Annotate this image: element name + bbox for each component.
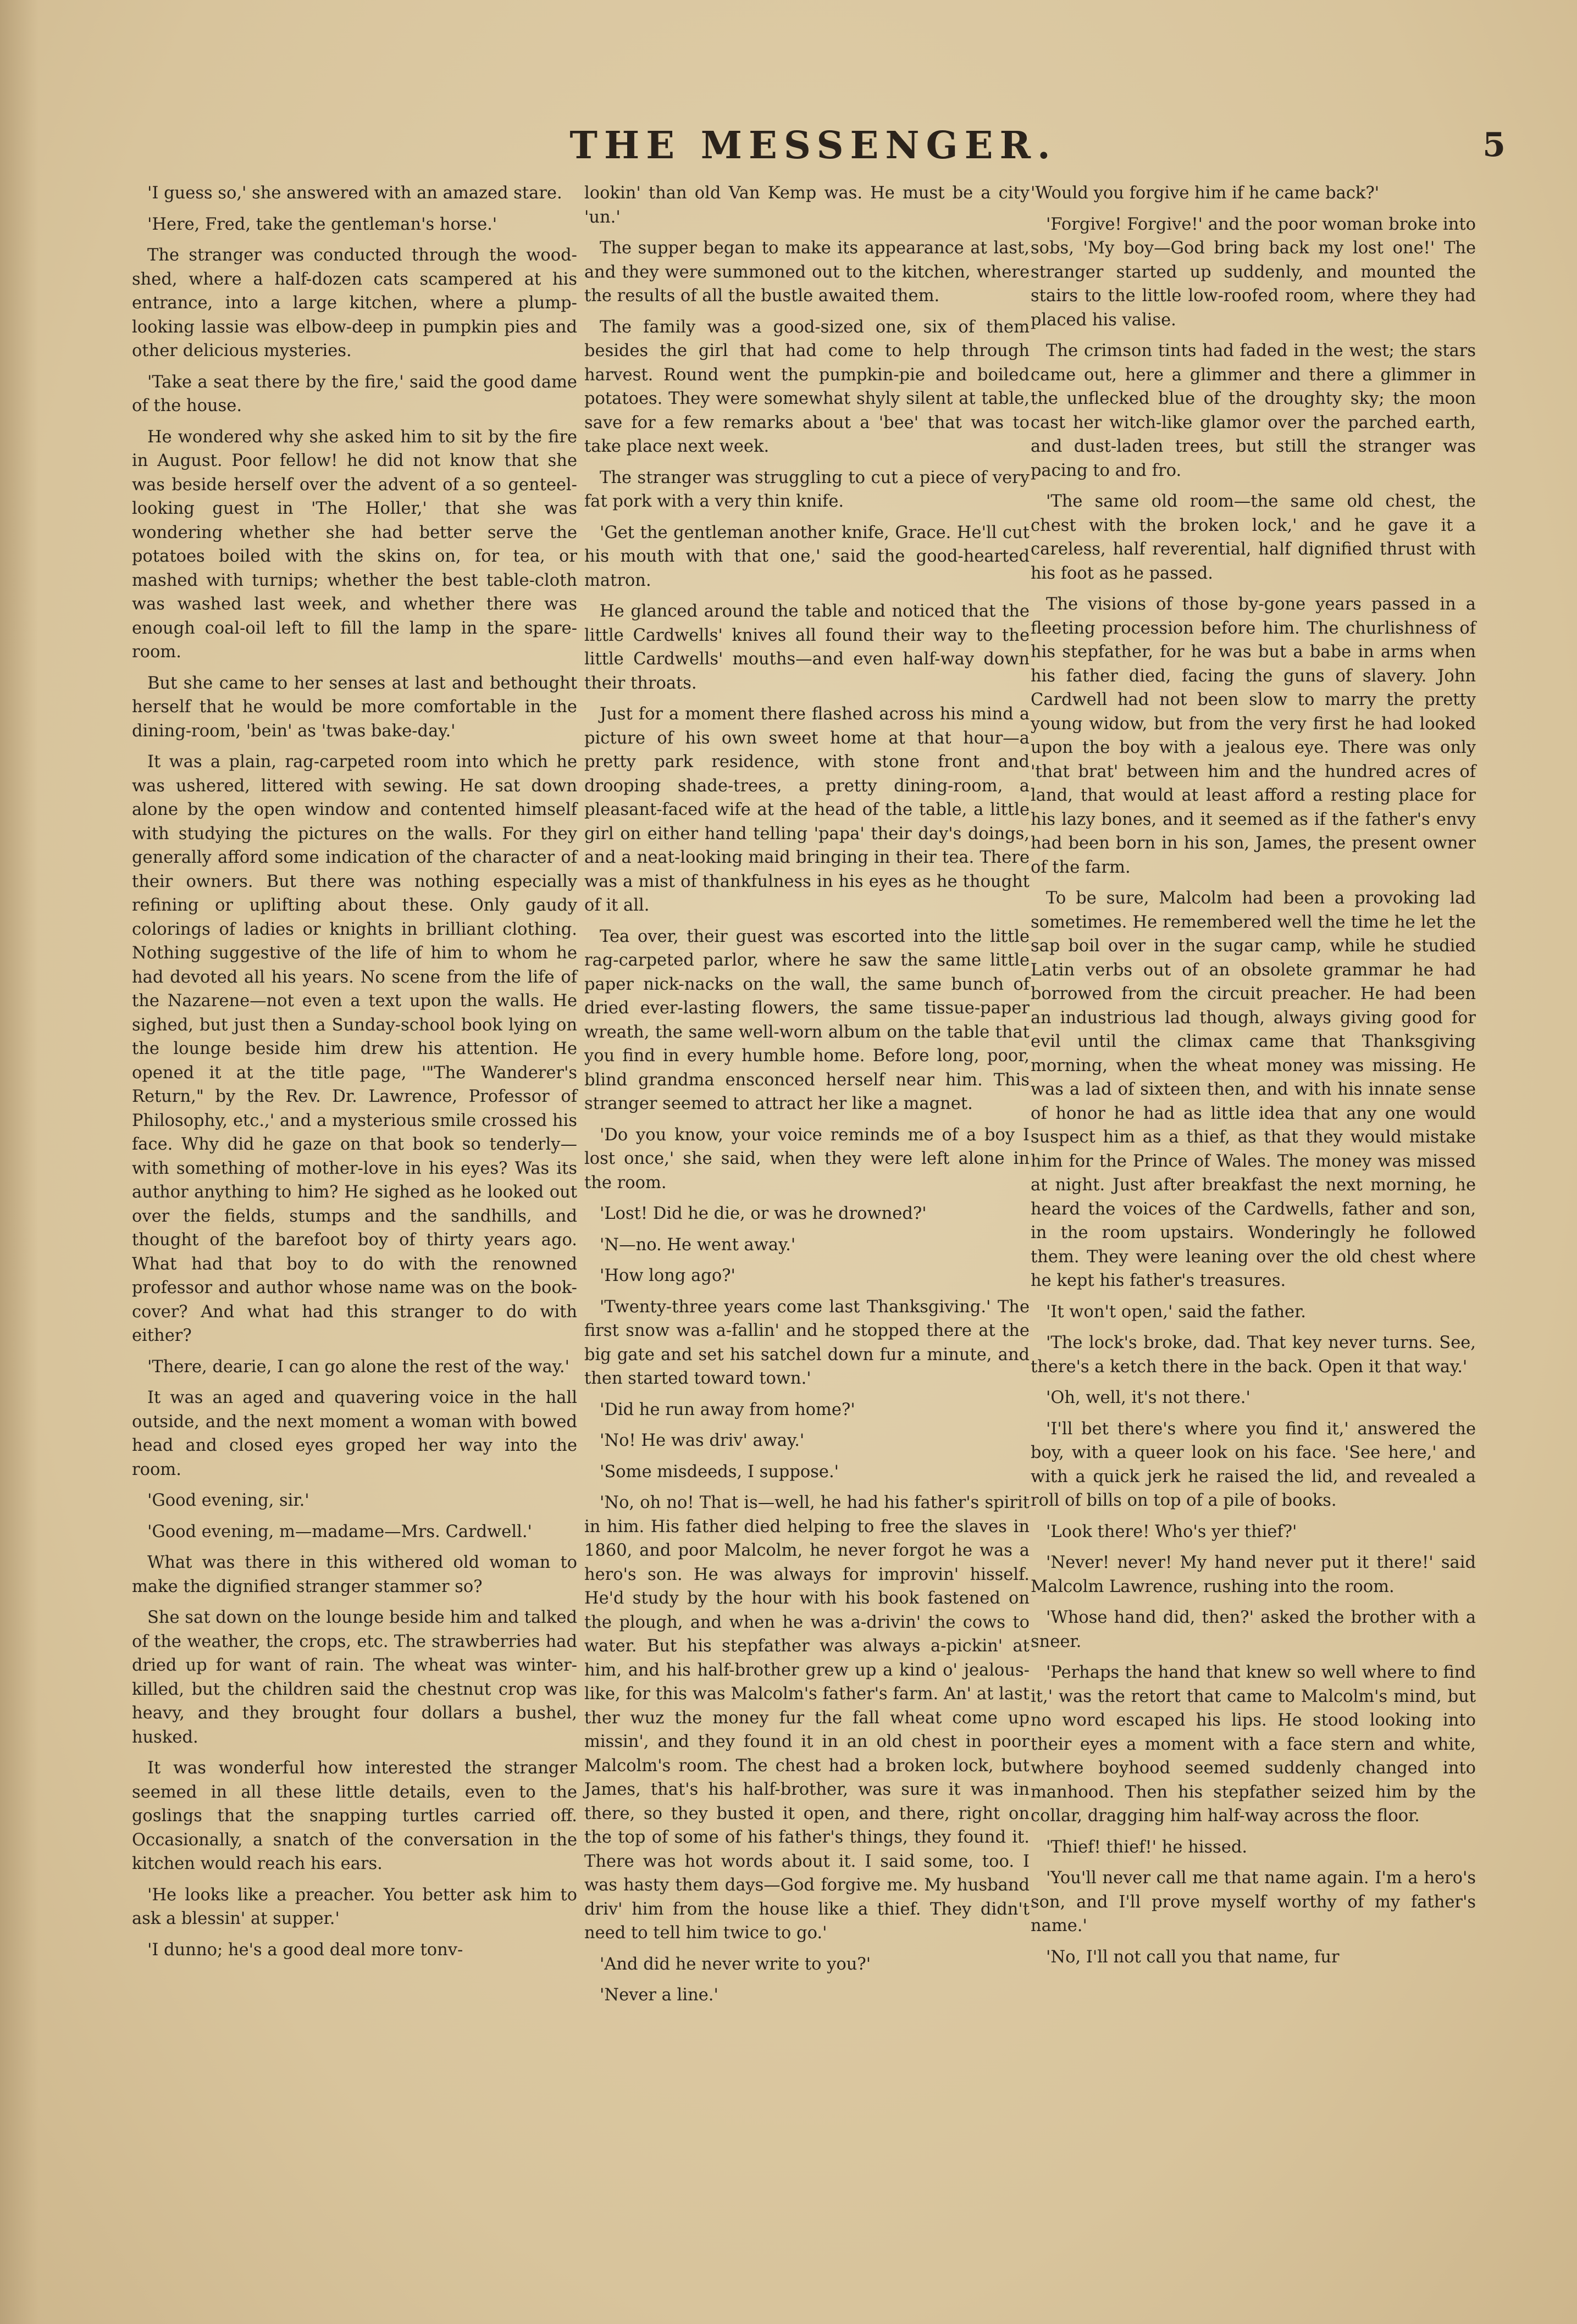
paragraph: She sat down on the lounge beside him and talked of the weather, the crops, etc. The strawberries had dried up for want of rain. The wheat was winter-killed, but the children said the chestnut crop was heavy, and they brought four dollars a bushel, husked. xyxy=(132,1608,577,1747)
paragraph: 'No! He was driv' away.' xyxy=(600,1431,805,1450)
masthead: THE MESSENGER. xyxy=(569,124,1057,168)
paragraph: 'It won't open,' said the father. xyxy=(1046,1302,1306,1322)
paragraph: The supper began to make its appearance at last, and they were summoned out to the kitchen, where the results of all the bustle awaited them. xyxy=(584,238,1030,306)
column-2 xyxy=(584,181,1030,2015)
paragraph: 'Good evening, sir.' xyxy=(147,1491,309,1510)
paragraph: The stranger was struggling to cut a piece of very fat pork with a very thin knife. xyxy=(584,468,1030,511)
paragraph: The stranger was conducted through the wood-shed, where a half-dozen cats scampered at his entrance, into a large kitchen, where a plump-looking lassie was elbow-deep in pumpkin pies and other delicious mysteries. xyxy=(132,246,577,360)
paragraph: 'Perhaps the hand that knew so well where to find it,' was the retort that came to Malcolm's mind, but no word escaped his lips. He stood looking into their eyes a moment with a face stern and white, where boyhood seemed suddenly changed into manhood. Then his stepfather seized him by the collar, dragging him half-way across the floor. xyxy=(1031,1663,1476,1826)
column-3 xyxy=(1031,181,1476,1976)
paragraph: 'No, I'll not call you that name, fur xyxy=(1046,1947,1340,1967)
paragraph: What was there in this withered old woman to make the dignified stranger stammer so? xyxy=(132,1553,577,1596)
paragraph: 'Do you know, your voice reminds me of a boy I lost once,' she said, when they were left alone in the room. xyxy=(584,1125,1030,1192)
paragraph: It was a plain, rag-carpeted room into which he was ushered, littered with sewing. He sat down alone by the open window and contented himself with studying the pictures on the walls. For they generally afford some indication of the character of their owners. But there was nothing especially refining or uplifting about these. Only gaudy colorings of ladies or knights in brilliant clothing. Nothing suggestive of the life of him to whom he had devoted all his years. No scene from the life of the Nazarene—not even a text upon the walls. He sighed, but just then a Sunday-school book lying on the lounge beside him drew his attention. He opened it at the title page, '"The Wanderer's Return," by the Rev. Dr. Lawrence, Professor of Philosophy, etc.,' and a mysterious smile crossed his face. Why did he gaze on that book so tenderly—with something of mother-love in his eyes? Was its author anything to him? He sighed as he looked out over the fields, stumps and the sandhills, and thought of the barefoot boy of thirty years ago. What had that boy to do with the renowned professor and author whose name was on the book-cover? And what had this stranger to do with either? xyxy=(132,752,577,1345)
paragraph: 'Would you forgive him if he came back?' xyxy=(1031,184,1380,203)
paragraph: 'Whose hand did, then?' asked the brother with a sneer. xyxy=(1031,1608,1476,1651)
paragraph: 'He looks like a preacher. You better ask him to ask a blessin' at supper.' xyxy=(132,1885,577,1928)
paragraph: 'The lock's broke, dad. That key never turns. See, there's a ketch there in the back. Open it that way.' xyxy=(1031,1333,1476,1377)
paragraph: But she came to her senses at last and bethought herself that he would be more comfortable in the dining-room, 'bein' as 'twas bake-day.' xyxy=(132,673,577,741)
paragraph: 'There, dearie, I can go alone the rest of the way.' xyxy=(147,1357,570,1377)
paragraph: 'And did he never write to you?' xyxy=(600,1954,871,1974)
paragraph: 'How long ago?' xyxy=(600,1266,735,1285)
paragraph: 'Some misdeeds, I suppose.' xyxy=(600,1462,839,1482)
binding-shadow xyxy=(0,0,38,2324)
paragraph: 'Lost! Did he die, or was he drowned?' xyxy=(600,1204,927,1223)
paragraph: 'N—no. He went away.' xyxy=(600,1235,796,1255)
paragraph: 'I'll bet there's where you find it,' answered the boy, with a queer look on his face. 'See here,' and with a quick jerk he raised the lid, and revealed a roll of bills on top of a pile of books. xyxy=(1031,1419,1476,1510)
paragraph: lookin' than old Van Kemp was. He must be a city 'un.' xyxy=(584,184,1030,227)
paragraph: He wondered why she asked him to sit by the fire in August. Poor fellow! he did not know that she was beside herself over the advent of a so genteel-looking guest in 'The Holler,' that she was wondering whether she had better serve the potatoes boiled with the skins on, for tea, or mashed with turnips; whether the best table-cloth was washed last week, and whether there was enough coal-oil left to fill the lamp in the spare-room. xyxy=(132,427,577,662)
paragraph: 'I guess so,' she answered with an amazed stare. xyxy=(147,184,562,203)
paragraph: 'Never! never! My hand never put it there!' said Malcolm Lawrence, rushing into the room. xyxy=(1031,1553,1476,1596)
column-1 xyxy=(132,181,577,1969)
paragraph: 'Get the gentleman another knife, Grace. He'll cut his mouth with that one,' said the good-hearted matron. xyxy=(584,523,1030,590)
paragraph: 'Did he run away from home?' xyxy=(600,1400,855,1419)
paragraph: 'Twenty-three years come last Thanksgiving.' The first snow was a-fallin' and he stopped there at the big gate and set his satchel down fur a minute, and then started toward town.' xyxy=(584,1297,1030,1388)
paragraph: Just for a moment there flashed across his mind a picture of his own sweet home at that hour—a pretty park residence, with stone front and drooping shade-trees, a pretty dining-room, a pleasant-faced wife at the head of the table, a little girl on either hand telling 'papa' their day's doings, and a neat-looking maid bringing in their tea. There was a mist of thankfulness in his eyes as he thought of it all. xyxy=(584,705,1030,915)
paragraph: The family was a good-sized one, six of them besides the girl that had come to help through harvest. Round went the pumpkin-pie and boiled potatoes. They were somewhat shyly silent at table, save for a few remarks about a 'bee' that was to take place next week. xyxy=(584,317,1030,456)
paragraph: To be sure, Malcolm had been a provoking lad sometimes. He remembered well the time he let the sap boil over in the sugar camp, while he studied Latin verbs out of an obsolete grammar he had borrowed from the circuit preacher. He had been an industrious lad though, always giving good for evil until the climax came that Thanksgiving morning, when the wheat money was missing. He was a lad of sixteen then, and with his innate sense of honor he had as little idea that any one would suspect him as a thief, as that they would mistake him for the Prince of Wales. The money was missed at night. Just after breakfast the next morning, he heard the voices of the Cardwells, father and son, in the room upstairs. Wonderingly he followed them. They were leaning over the old chest where he kept his father's treasures. xyxy=(1031,889,1476,1290)
paragraph: He glanced around the table and noticed that the little Cardwells' knives all found their way to the little Cardwells' mouths—and even half-way down their throats. xyxy=(584,602,1030,693)
paragraph: 'Here, Fred, take the gentleman's horse.' xyxy=(147,214,497,234)
paragraph: 'No, oh no! That is—well, he had his father's spirit in him. His father died helping to free the slaves in 1860, and poor Malcolm, he never forgot he was a hero's son. He was always for improvin' hisself. He'd study by the hour with his book fastened on the plough, and when he was a-drivin' the cows to water. But his stepfather was always a-pickin' at him, and his half-brother grew up a kind o' jealous-like, for this was Malcolm's father's farm. An' at last ther wuz the money fur the fall wheat come up missin', and they found it in an old chest in poor Malcolm's room. The chest had a broken lock, but James, that's his half-brother, was sure it was in there, so they busted it open, and there, right on the top of some of his father's things, they found it. There was hot words about it. I said some, too. I was hasty them days—God forgive me. My husband driv' him from the house like a thief. They didn't need to tell him twice to go.' xyxy=(584,1493,1030,1943)
paragraph: 'Look there! Who's yer thief?' xyxy=(1046,1522,1297,1541)
paragraph: 'I dunno; he's a good deal more tonv- xyxy=(147,1940,463,1960)
paragraph: 'Take a seat there by the fire,' said the good dame of the house. xyxy=(132,372,577,415)
paragraph: It was an aged and quavering voice in the hall outside, and the next moment a woman with bowed head and closed eyes groped her way into the room. xyxy=(132,1388,577,1479)
paragraph: The crimson tints had faded in the west; the stars came out, here a glimmer and there a glimmer in the unflecked blue of the droughty sky; the moon cast her witch-like glamor over the parched earth, and dust-laden trees, but still the stranger was pacing to and fro. xyxy=(1031,341,1476,480)
paragraph: 'Thief! thief!' he hissed. xyxy=(1046,1837,1248,1857)
page-header xyxy=(121,124,1506,168)
paragraph: 'You'll never call me that name again. I'm a hero's son, and I'll prove myself worthy of my father's name.' xyxy=(1031,1868,1476,1935)
paragraph: 'Never a line.' xyxy=(600,1985,718,2005)
paragraph: 'Forgive! Forgive!' and the poor woman broke into sobs, 'My boy—God bring back my lost one!' The stranger started up suddenly, and mounted the stairs to the little low-roofed room, where they had placed his valise. xyxy=(1031,214,1476,330)
paragraph: It was wonderful how interested the stranger seemed in all these little details, even to the goslings that the snapping turtles carried off. Occasionally, a snatch of the conversation in the kitchen would reach his ears. xyxy=(132,1759,577,1873)
page-number: 5 xyxy=(1482,126,1506,164)
paragraph: 'Good evening, m—madame—Mrs. Cardwell.' xyxy=(147,1522,532,1541)
paragraph: The visions of those by-gone years passed in a fleeting procession before him. The churlishness of his stepfather, for he was but a babe in arms when his father died, facing the guns of slavery. John Cardwell had not been slow to marry the pretty young widow, but from the very first he had looked upon the boy with a jealous eye. There was only 'that brat' between him and the hundred acres of land, that would at least afford a resting place for his lazy bones, and it seemed as if the father's envy had been born in his son, James, the present owner of the farm. xyxy=(1031,595,1476,877)
paragraph: 'Oh, well, it's not there.' xyxy=(1046,1388,1250,1407)
paragraph: 'The same old room—the same old chest, the chest with the broken lock,' and he gave it a careless, half reverential, half dignified thrust with his foot as he passed. xyxy=(1031,492,1476,583)
paragraph: Tea over, their guest was escorted into the little rag-carpeted parlor, where he saw the same little paper nick-nacks on the wall, the same bunch of dried ever-lasting flowers, the same tissue-paper wreath, the same well-worn album on the table that you find in every humble home. Before long, poor, blind grandma ensconced herself near him. This stranger seemed to attract her like a magnet. xyxy=(584,927,1030,1113)
